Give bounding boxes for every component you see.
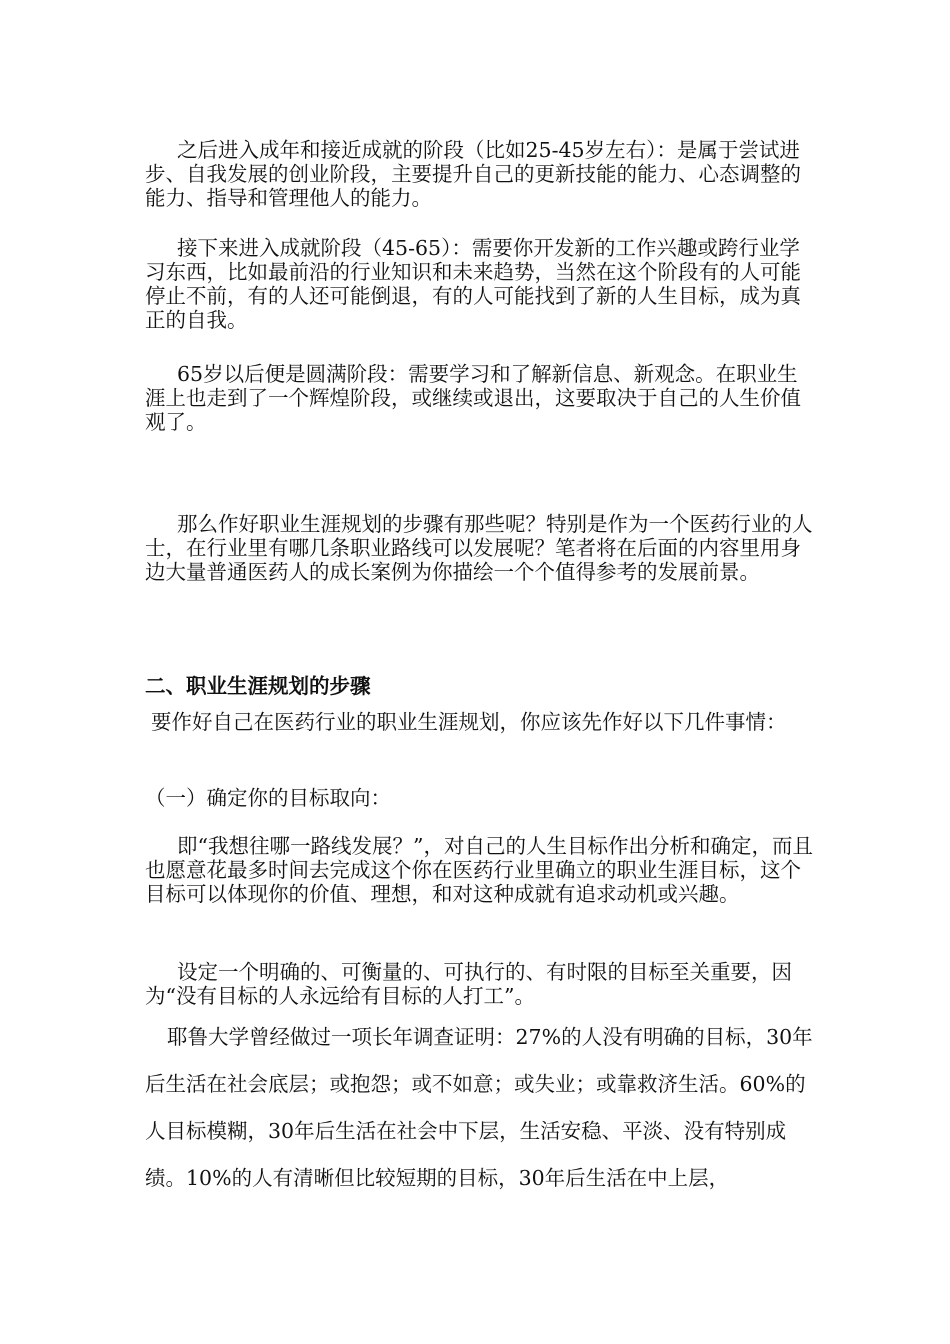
paragraph-fulfillment-stage: 65岁以后便是圆满阶段：需要学习和了解新信息、新观念。在职业生涯上也走到了一个辉煌阶段，或继续或退出，这要取决于自己的人生价值观了。: [145, 362, 801, 434]
paragraph-goal-definition: 即“我想往哪一路线发展？”，对自己的人生目标作出分析和确定，而且也愿意花最多时间去完成这个你在医药行业里确立的职业生涯目标，这个目标可以体现你的价值、理想，和对这种成就有追求动机或兴趣。: [145, 834, 813, 906]
paragraph-planning-question: 那么作好职业生涯规划的步骤有那些呢？特别是作为一个医药行业的人士，在行业里有哪几条职业路线可以发展呢？笔者将在后面的内容里用身边大量普通医药人的成长案例为你描绘一个个值得参考的发展前景。: [145, 512, 813, 584]
section-heading: 二、职业生涯规划的步骤: [145, 674, 371, 698]
paragraph-yale-survey: 耶鲁大学曾经做过一项长年调查证明：27%的人没有明确的目标，30年后生活在社会底层；或抱怨；或不如意；或失业；或靠救济生活。60%的人目标模糊，30年后生活在社会中下层，生活安稳、平淡、没有特别成绩。10%的人有清晰但比较短期的目标，30年后生活在中上层，: [145, 1025, 813, 1190]
paragraph-career-stage-25-45: 之后进入成年和接近成就的阶段（比如25-45岁左右）：是属于尝试进步、自我发展的创业阶段，主要提升自己的更新技能的能力、心态调整的能力、指导和管理他人的能力。: [145, 138, 801, 210]
intro-paragraph: 要作好自己在医药行业的职业生涯规划，你应该先作好以下几件事情：: [151, 710, 787, 734]
paragraph-achievement-stage: 接下来进入成就阶段（45-65）：需要你开发新的工作兴趣或跨行业学习东西，比如最前沿的行业知识和未来趋势，当然在这个阶段有的人可能停止不前，有的人还可能倒退，有的人可能找到了新的人生目标，成为真正的自我。: [145, 236, 801, 332]
subheading-goal-orientation: （一）确定你的目标取向：: [145, 786, 391, 810]
paragraph-smart-goal: 设定一个明确的、可衡量的、可执行的、有时限的目标至关重要，因为“没有目标的人永远给有目标的人打工”。: [145, 960, 792, 1008]
